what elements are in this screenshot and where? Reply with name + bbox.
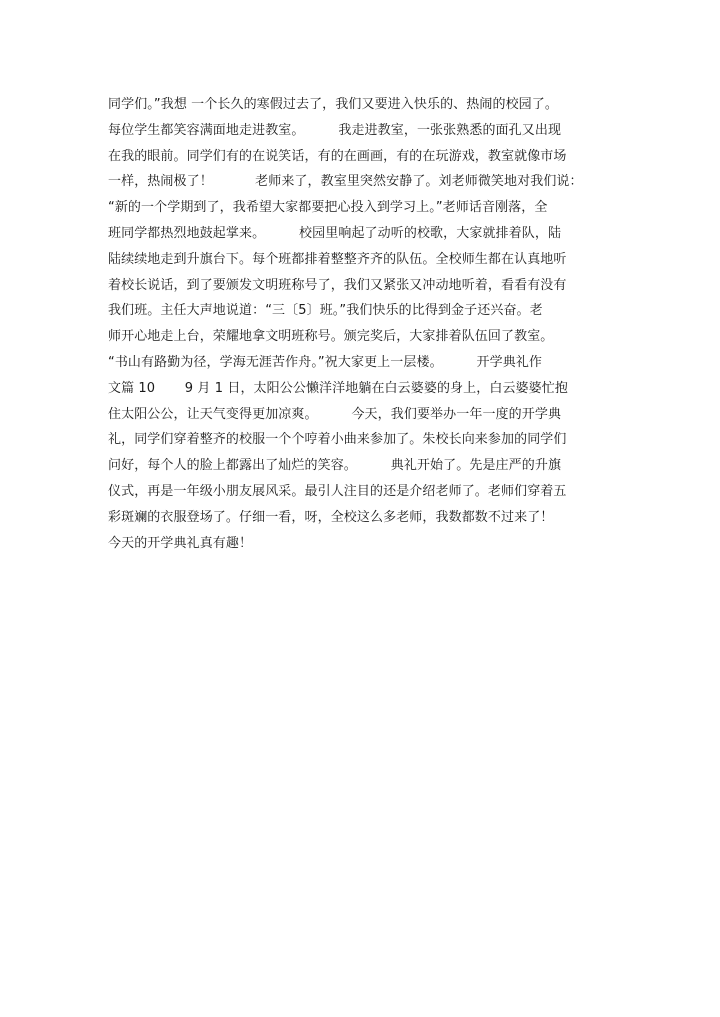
text-line: 班同学都热烈地鼓起掌来。 校园里响起了动听的校歌，大家就排着队，陆 bbox=[108, 225, 562, 241]
text-line: 问好，每个人的脸上都露出了灿烂的笑容。 典礼开始了。先是庄严的升旗 bbox=[108, 458, 562, 474]
body-text bbox=[108, 92, 628, 556]
text-line: 每位学生都笑容满面地走进教室。 我走进教室，一张张熟悉的面孔又出现 bbox=[108, 122, 562, 138]
text-line: 陆续续地走到升旗台下。每个班都排着整整齐齐的队伍。全校师生都在认真地听 bbox=[108, 251, 567, 267]
text-line: 文篇 10 9 月 1 日，太阳公公懒洋洋地躺在白云婆婆的身上，白云婆婆忙抱 bbox=[108, 380, 568, 396]
text-line: 住太阳公公，让天气变得更加凉爽。 今天，我们要举办一年一度的开学典 bbox=[108, 406, 562, 422]
text-line: 在我的眼前。同学们有的在说笑话，有的在画画，有的在玩游戏，教室就像市场 bbox=[108, 148, 567, 164]
text-line: 一样，热闹极了！ 老师来了，教室里突然安静了。刘老师微笑地对我们说： bbox=[108, 174, 583, 190]
text-line: 我们班。主任大声地说道：“三〔5〕班。”我们快乐的比得到金子还兴奋。老 bbox=[108, 303, 543, 319]
text-line: 同学们。”我想 一个长久的寒假过去了，我们又要进入快乐的、热闹的校园了。 bbox=[108, 97, 558, 112]
text-line: 师开心地走上台，荣耀地拿文明班称号。颁完奖后，大家排着队伍回了教室。 bbox=[108, 329, 554, 345]
text-line: 今天的开学典礼真有趣！ bbox=[108, 535, 253, 551]
text-line: 着校长说话，到了要颁发文明班称号了，我们又紧张又冲动地听着，看看有没有 bbox=[108, 277, 567, 293]
text-line: 礼，同学们穿着整齐的校服一个个哼着小曲来参加了。朱校长向来参加的同学们 bbox=[108, 432, 567, 448]
text-line: 彩斑斓的衣服登场了。仔细一看，呀，全校这么多老师，我数都数不过来了！ bbox=[108, 509, 554, 525]
text-line: “书山有路勤为径，学海无涯苦作舟。”祝大家更上一层楼。 开学典礼作 bbox=[108, 354, 543, 370]
text-line: 仪式，再是一年级小朋友展风采。最引人注目的还是介绍老师了。老师们穿着五 bbox=[108, 483, 567, 499]
text-line: “新的一个学期到了，我希望大家都要把心投入到学习上。”老师话音刚落，全 bbox=[108, 200, 548, 216]
